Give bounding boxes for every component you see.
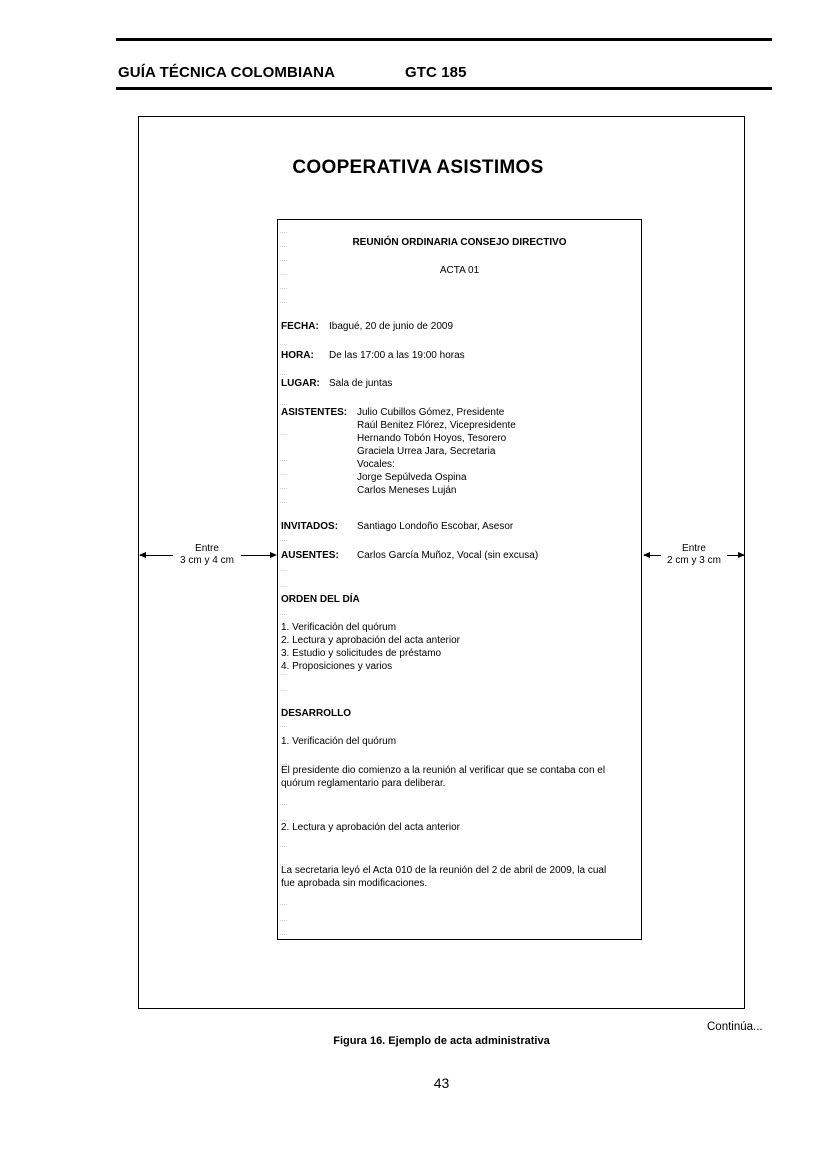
orden-item: 2. Lectura y aprobación del acta anterior bbox=[281, 635, 460, 646]
asistente-item: Raúl Benitez Flórez, Vicepresidente bbox=[357, 420, 516, 431]
hora-value: De las 17:00 a las 19:00 horas bbox=[329, 350, 465, 361]
desarrollo-paragraph: quórum reglamentario para deliberar. bbox=[281, 778, 446, 789]
desarrollo-heading: DESARROLLO bbox=[281, 708, 351, 719]
orden-item: 1. Verificación del quórum bbox=[281, 622, 397, 633]
left-margin-label-line1: Entre bbox=[195, 543, 219, 554]
arrow-left-icon bbox=[139, 552, 146, 558]
fecha-value: Ibagué, 20 de junio de 2009 bbox=[329, 321, 453, 332]
asistente-item: Julio Cubillos Gómez, Presidente bbox=[357, 407, 505, 418]
right-margin-label bbox=[661, 543, 727, 567]
meeting-title: REUNIÓN ORDINARIA CONSEJO DIRECTIVO bbox=[352, 237, 567, 248]
continues-note: Continúa... bbox=[707, 1021, 763, 1033]
orden-item: 3. Estudio y solicitudes de préstamo bbox=[281, 648, 442, 659]
asistente-item: Carlos Meneses Luján bbox=[357, 485, 457, 496]
arrow-right-icon bbox=[738, 552, 745, 558]
ausentes-label: AUSENTES: bbox=[281, 550, 339, 561]
hora-label: HORA: bbox=[281, 350, 314, 361]
invitados-label: INVITADOS: bbox=[281, 521, 339, 532]
acta-number: ACTA 01 bbox=[439, 265, 480, 276]
header-bottom-rule bbox=[116, 87, 772, 90]
left-margin-label bbox=[173, 543, 241, 567]
left-margin-label-line2: 3 cm y 4 cm bbox=[180, 555, 234, 566]
asistente-item: Jorge Sepúlveda Ospina bbox=[357, 472, 467, 483]
lugar-label: LUGAR: bbox=[281, 378, 320, 389]
document-series-title: GUÍA TÉCNICA COLOMBIANA bbox=[118, 64, 336, 81]
desarrollo-item: 2. Lectura y aprobación del acta anterior bbox=[281, 822, 460, 833]
page-number: 43 bbox=[433, 1075, 450, 1091]
desarrollo-item: 1. Verificación del quórum bbox=[281, 736, 397, 747]
orden-del-dia-heading: ORDEN DEL DÍA bbox=[281, 594, 360, 605]
invitados-value: Santiago Londoño Escobar, Asesor bbox=[357, 521, 514, 532]
asistentes-label: ASISTENTES: bbox=[281, 407, 348, 418]
asistente-item: Graciela Urrea Jara, Secretaria bbox=[357, 446, 496, 457]
organization-title: COOPERATIVA ASISTIMOS bbox=[292, 157, 544, 178]
desarrollo-paragraph: fue aprobada sin modificaciones. bbox=[281, 878, 428, 889]
figure-caption: Figura 16. Ejemplo de acta administrativa bbox=[333, 1035, 550, 1047]
fecha-label: FECHA: bbox=[281, 321, 319, 332]
asistente-item: Vocales: bbox=[357, 459, 395, 470]
ausentes-value: Carlos García Muñoz, Vocal (sin excusa) bbox=[357, 550, 539, 561]
arrow-right-icon bbox=[270, 552, 277, 558]
arrow-left-icon bbox=[643, 552, 650, 558]
right-margin-label-line1: Entre bbox=[682, 543, 706, 554]
orden-item: 4. Proposiciones y varios bbox=[281, 661, 393, 672]
document-code: GTC 185 bbox=[405, 64, 467, 81]
desarrollo-paragraph: El presidente dio comienzo a la reunión al verificar que se contaba con el bbox=[281, 765, 606, 776]
right-margin-label-line2: 2 cm y 3 cm bbox=[667, 555, 721, 566]
desarrollo-paragraph: La secretaria leyó el Acta 010 de la reunión del 2 de abril de 2009, la cual bbox=[281, 865, 607, 876]
asistente-item: Hernando Tobón Hoyos, Tesorero bbox=[357, 433, 507, 444]
lugar-value: Sala de juntas bbox=[329, 378, 393, 389]
header-top-rule bbox=[116, 38, 772, 41]
